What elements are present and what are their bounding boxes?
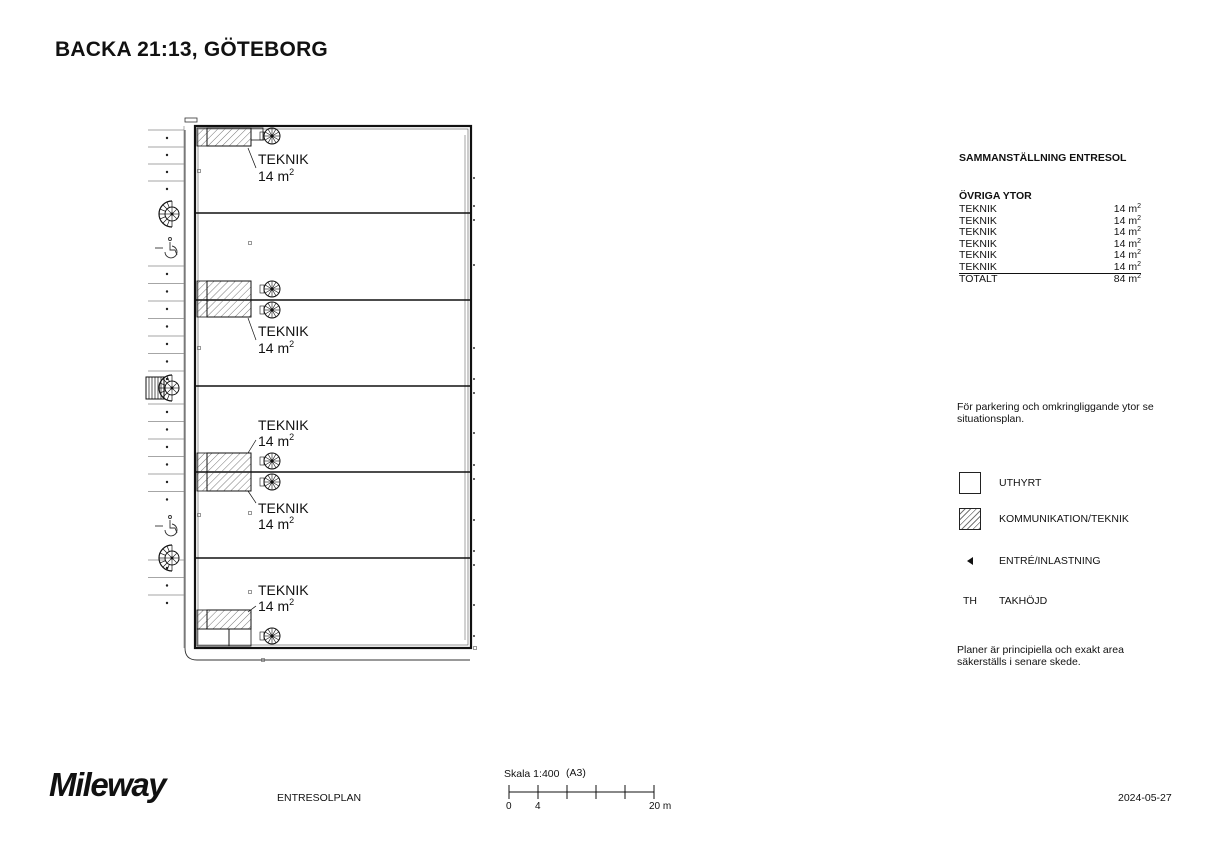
room-label-4: TEKNIK [258,500,309,516]
legend-height-label: TAKHÖJD [999,595,1048,607]
legend-communication [959,508,1129,530]
technical-rooms [197,128,263,646]
room-area-1: 14 $m^2$ [258,167,295,184]
perimeter-road [185,130,470,660]
room-area-4: 14 $m^2$ [258,515,295,532]
area-summary [959,152,1141,286]
room-label-3: TEKNIK [258,417,309,433]
scale-tick-0: 0 [506,801,512,812]
legend-height [959,590,1048,612]
exterior-straight-stair [146,377,164,399]
summary-row: TEKNIK 14 $m^2$ [959,214,1141,227]
legend-entrance-label: ENTRÉ/INLASTNING [999,555,1101,567]
scale-tick-4: 4 [535,801,541,812]
room-label-5: TEKNIK [258,582,309,598]
summary-row: TEKNIK 14 $m^2$ [959,260,1141,273]
room-label-1: TEKNIK [258,151,309,167]
legend-rented-label: UTHYRT [999,477,1042,489]
room-label-2: TEKNIK [258,323,309,339]
teknik-room-5 [207,472,251,491]
room-area-2: 14 $m^2$ [258,339,295,356]
teknik-room-6 [207,610,251,629]
disclaimer-note: Planer är principiella och exakt area säkerställs i senare skede. [957,644,1124,668]
room-labels [248,148,309,614]
hatch-swatch [959,508,981,530]
summary-row: TEKNIK 14 $m^2$ [959,249,1141,261]
teknik-room-3 [207,300,251,317]
entrance-arrow-icon [967,557,973,565]
mileway-logo: Mileway [49,766,166,803]
scale-label: Skala 1:400 [504,768,560,780]
unit-dividers [195,213,471,558]
paper-size: (A3) [566,767,586,779]
rented-swatch [959,472,981,494]
scale-bar [500,780,660,800]
building-outline [195,126,471,648]
teknik-room-2 [207,281,251,300]
summary-row: TEKNIK 14 $m^2$ [959,226,1141,238]
teknik-room-4 [207,453,251,472]
plan-date: 2024-05-27 [1118,792,1172,804]
summary-row: TEKNIK 14 $m^2$ [959,203,1141,215]
plan-name: ENTRESOLPLAN [277,792,362,804]
legend-communication-label: KOMMUNIKATION/TEKNIK [999,513,1129,525]
summary-subheading: ÖVRIGA YTOR [959,190,1032,202]
scale-tick-20: 20 m [649,801,672,812]
room-area-3: 14 $m^2$ [258,432,295,449]
facade-markers [198,170,477,662]
room-area-5: 14 $m^2$ [258,597,295,614]
height-symbol: TH [963,595,977,607]
teknik-room-1 [207,128,251,146]
summary-total: TOTALT 84 $m^2$ [959,273,1141,285]
summary-heading: SAMMANSTÄLLNING ENTRESOL [959,152,1127,164]
legend-entrance [959,550,1101,572]
parking-note: För parkering och omkringliggande ytor se situationsplan. [957,401,1154,425]
legend-rented [959,472,1042,494]
plan-title: BACKA 21:13, GÖTEBORG [55,38,328,61]
summary-row: TEKNIK 14 $m^2$ [959,237,1141,250]
